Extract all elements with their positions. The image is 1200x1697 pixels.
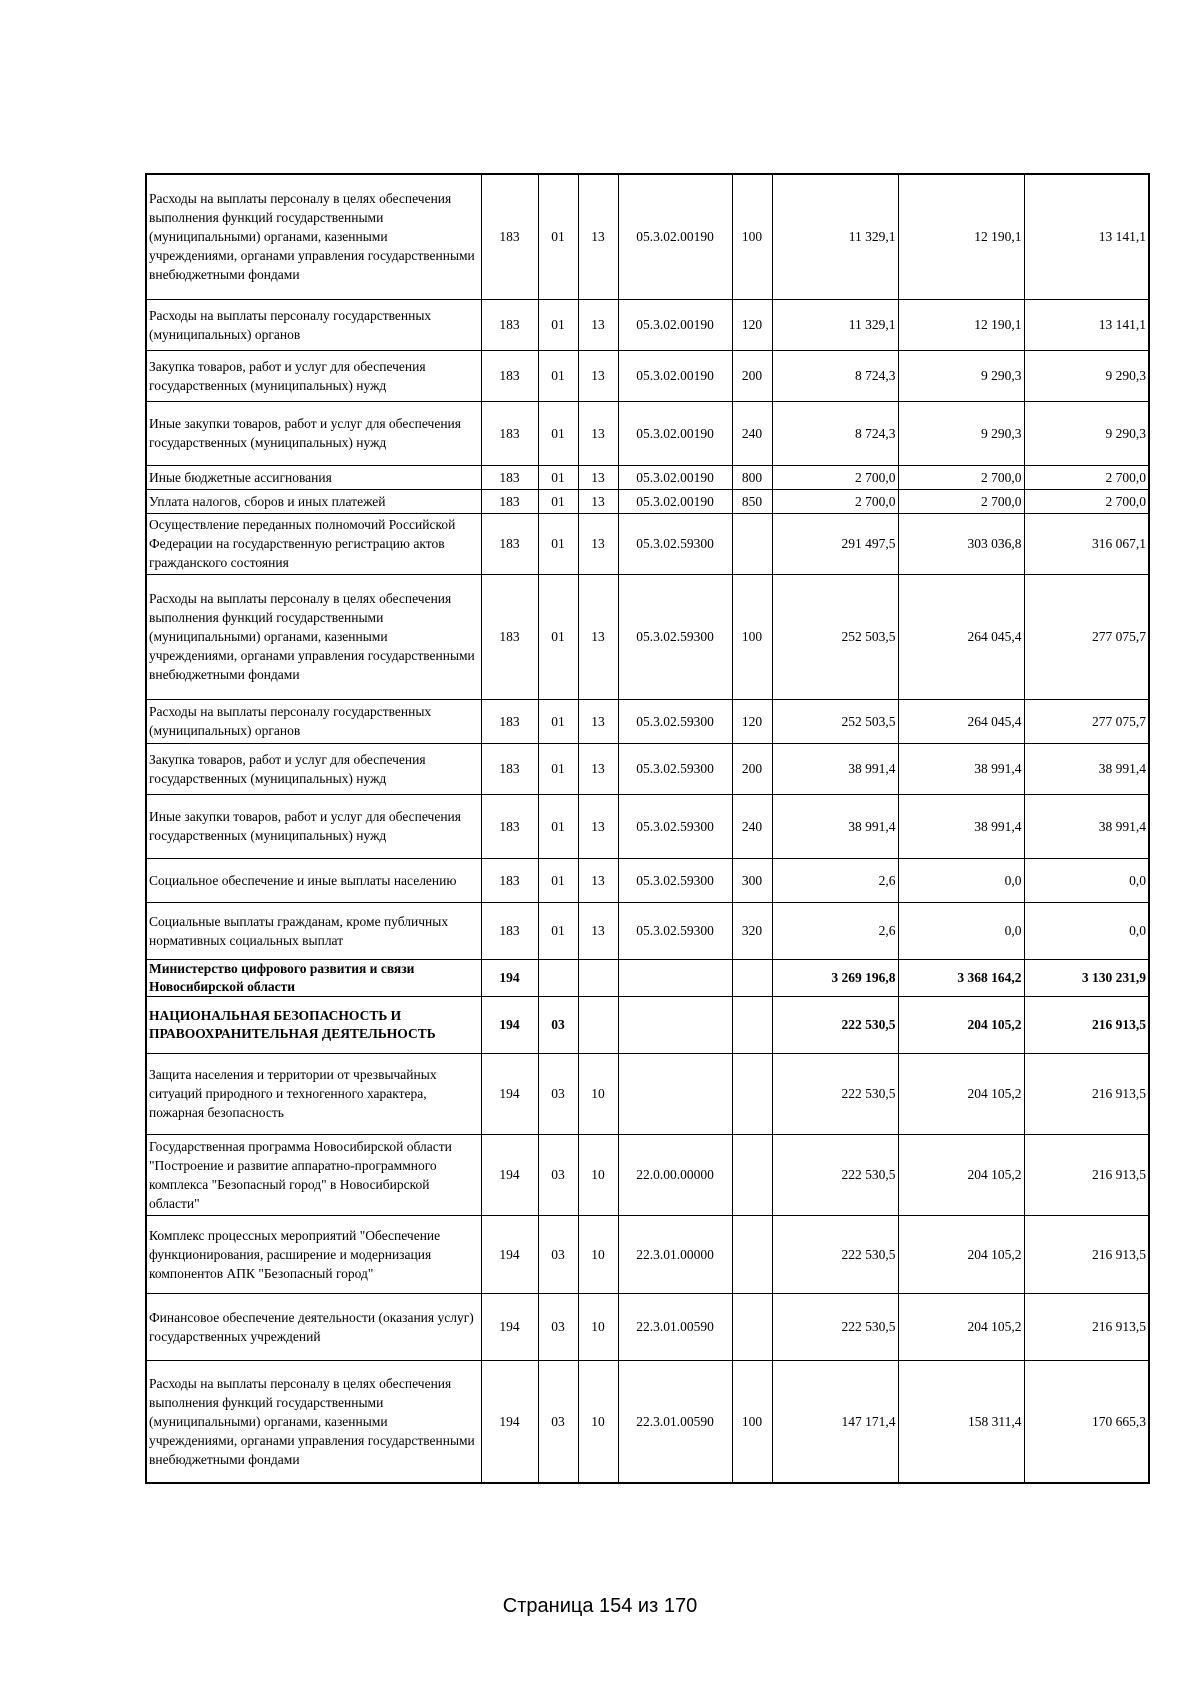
row-vr [732,1134,772,1215]
row-csr: 05.3.02.00190 [618,174,732,299]
row-name: НАЦИОНАЛЬНАЯ БЕЗОПАСНОСТЬ И ПРАВООХРАНИТЕЛЬНАЯ ДЕЯТЕЛЬНОСТЬ [146,996,481,1053]
row-amount-year3: 216 913,5 [1024,1053,1149,1134]
row-name: Расходы на выплаты персоналу в целях обеспечения выполнения функций государственными (муниципальными) органами, казенными учреждениями, органами управления государственными внебюджетными фондами [146,574,481,699]
row-amount-year2: 204 105,2 [898,1215,1024,1293]
row-amount-year3: 13 141,1 [1024,299,1149,350]
row-amount-year1: 147 171,4 [772,1360,898,1483]
row-vr: 800 [732,465,772,489]
row-amount-year1: 2,6 [772,858,898,902]
table-row [146,794,1149,858]
row-amount-year1: 291 497,5 [772,513,898,574]
table-row [146,350,1149,401]
row-amount-year1: 11 329,1 [772,299,898,350]
row-ved: 183 [481,174,538,299]
row-amount-year1: 252 503,5 [772,699,898,743]
row-amount-year3: 3 130 231,9 [1024,959,1149,996]
row-amount-year2: 204 105,2 [898,996,1024,1053]
row-ved: 194 [481,1053,538,1134]
row-rz [538,959,578,996]
row-amount-year2: 204 105,2 [898,1293,1024,1360]
table-row [146,858,1149,902]
row-ved: 183 [481,350,538,401]
row-pr: 13 [578,574,618,699]
row-csr [618,996,732,1053]
row-vr: 120 [732,299,772,350]
table-row [146,743,1149,794]
row-csr: 22.3.01.00000 [618,1215,732,1293]
row-rz: 01 [538,401,578,465]
table-row [146,1215,1149,1293]
row-pr: 10 [578,1215,618,1293]
row-rz: 01 [538,299,578,350]
row-rz: 03 [538,1360,578,1483]
row-pr: 10 [578,1293,618,1360]
row-vr [732,996,772,1053]
table-row [146,996,1149,1053]
row-pr: 13 [578,489,618,513]
row-csr: 05.3.02.00190 [618,350,732,401]
row-csr: 05.3.02.59300 [618,858,732,902]
row-name: Расходы на выплаты персоналу в целях обеспечения выполнения функций государственными (муниципальными) органами, казенными учреждениями, органами управления государственными внебюджетными фондами [146,174,481,299]
row-amount-year2: 303 036,8 [898,513,1024,574]
row-ved: 183 [481,743,538,794]
row-ved: 183 [481,465,538,489]
row-vr [732,513,772,574]
table-row [146,1360,1149,1483]
row-pr: 13 [578,699,618,743]
row-amount-year2: 204 105,2 [898,1053,1024,1134]
row-vr [732,1053,772,1134]
row-name: Расходы на выплаты персоналу государственных (муниципальных) органов [146,699,481,743]
table-row [146,902,1149,959]
row-amount-year2: 9 290,3 [898,401,1024,465]
row-rz: 03 [538,996,578,1053]
row-name: Комплекс процессных мероприятий "Обеспечение функционирования, расширение и модернизация компонентов АПК "Безопасный город" [146,1215,481,1293]
row-pr: 13 [578,174,618,299]
row-vr [732,1293,772,1360]
row-amount-year1: 38 991,4 [772,794,898,858]
row-rz: 01 [538,574,578,699]
row-rz: 01 [538,350,578,401]
row-name: Уплата налогов, сборов и иных платежей [146,489,481,513]
row-pr: 13 [578,794,618,858]
row-amount-year3: 0,0 [1024,902,1149,959]
row-csr: 05.3.02.00190 [618,401,732,465]
row-ved: 183 [481,513,538,574]
row-amount-year1: 2,6 [772,902,898,959]
table-row [146,489,1149,513]
row-amount-year1: 252 503,5 [772,574,898,699]
row-name: Иные закупки товаров, работ и услуг для обеспечения государственных (муниципальных) нужд [146,401,481,465]
row-ved: 183 [481,401,538,465]
row-rz: 01 [538,489,578,513]
row-amount-year3: 2 700,0 [1024,465,1149,489]
table-row [146,1134,1149,1215]
row-pr: 13 [578,299,618,350]
row-ved: 183 [481,794,538,858]
row-ved: 183 [481,858,538,902]
row-csr: 05.3.02.59300 [618,743,732,794]
row-amount-year1: 2 700,0 [772,465,898,489]
row-csr: 05.3.02.59300 [618,902,732,959]
row-amount-year3: 277 075,7 [1024,699,1149,743]
row-amount-year1: 11 329,1 [772,174,898,299]
row-ved: 183 [481,574,538,699]
row-ved: 194 [481,1134,538,1215]
row-amount-year3: 9 290,3 [1024,401,1149,465]
row-amount-year2: 3 368 164,2 [898,959,1024,996]
row-name: Закупка товаров, работ и услуг для обеспечения государственных (муниципальных) нужд [146,350,481,401]
row-amount-year3: 316 067,1 [1024,513,1149,574]
row-vr: 240 [732,794,772,858]
row-rz: 01 [538,794,578,858]
row-name: Министерство цифрового развития и связи Новосибирской области [146,959,481,996]
row-amount-year3: 170 665,3 [1024,1360,1149,1483]
row-pr [578,959,618,996]
row-csr: 05.3.02.00190 [618,489,732,513]
row-amount-year2: 0,0 [898,902,1024,959]
row-name: Финансовое обеспечение деятельности (оказания услуг) государственных учреждений [146,1293,481,1360]
row-pr: 13 [578,401,618,465]
row-csr: 22.0.00.00000 [618,1134,732,1215]
row-amount-year3: 13 141,1 [1024,174,1149,299]
table-row [146,513,1149,574]
row-csr: 05.3.02.59300 [618,794,732,858]
row-amount-year2: 0,0 [898,858,1024,902]
row-amount-year3: 2 700,0 [1024,489,1149,513]
row-pr: 13 [578,902,618,959]
row-ved: 194 [481,1360,538,1483]
page-number-footer: Страница 154 из 170 [502,1595,698,1617]
row-vr: 200 [732,350,772,401]
row-vr: 100 [732,574,772,699]
row-amount-year3: 216 913,5 [1024,1134,1149,1215]
row-pr: 13 [578,350,618,401]
row-name: Государственная программа Новосибирской области "Построение и развитие аппаратно-программного комплекса "Безопасный город" в Новосибирской области" [146,1134,481,1215]
row-ved: 194 [481,959,538,996]
row-vr: 100 [732,174,772,299]
row-rz: 01 [538,465,578,489]
row-csr: 05.3.02.59300 [618,513,732,574]
row-amount-year2: 12 190,1 [898,299,1024,350]
row-amount-year3: 216 913,5 [1024,1215,1149,1293]
row-rz: 01 [538,902,578,959]
row-rz: 03 [538,1215,578,1293]
row-amount-year2: 38 991,4 [898,743,1024,794]
row-ved: 183 [481,489,538,513]
row-amount-year1: 222 530,5 [772,1215,898,1293]
row-amount-year2: 264 045,4 [898,699,1024,743]
row-amount-year2: 12 190,1 [898,174,1024,299]
row-pr: 13 [578,743,618,794]
row-rz: 03 [538,1134,578,1215]
row-amount-year1: 222 530,5 [772,1293,898,1360]
row-amount-year1: 38 991,4 [772,743,898,794]
table-row [146,299,1149,350]
row-csr [618,1053,732,1134]
row-csr: 05.3.02.00190 [618,465,732,489]
row-rz: 01 [538,174,578,299]
row-ved: 194 [481,1215,538,1293]
row-amount-year1: 222 530,5 [772,1053,898,1134]
row-rz: 03 [538,1053,578,1134]
row-pr: 10 [578,1360,618,1483]
row-name: Расходы на выплаты персоналу в целях обеспечения выполнения функций государственными (муниципальными) органами, казенными учреждениями, органами управления государственными внебюджетными фондами [146,1360,481,1483]
row-csr [618,959,732,996]
row-csr: 05.3.02.59300 [618,699,732,743]
row-pr: 10 [578,1053,618,1134]
row-ved: 183 [481,902,538,959]
row-amount-year3: 38 991,4 [1024,794,1149,858]
table-row [146,401,1149,465]
row-rz: 01 [538,743,578,794]
row-vr: 120 [732,699,772,743]
table-row [146,1293,1149,1360]
row-name: Иные закупки товаров, работ и услуг для обеспечения государственных (муниципальных) нужд [146,794,481,858]
row-csr: 05.3.02.59300 [618,574,732,699]
row-vr: 320 [732,902,772,959]
row-name: Расходы на выплаты персоналу государственных (муниципальных) органов [146,299,481,350]
row-pr: 13 [578,858,618,902]
row-amount-year1: 222 530,5 [772,996,898,1053]
table-row [146,699,1149,743]
table-body [146,174,1149,1483]
row-rz: 01 [538,513,578,574]
table-row [146,574,1149,699]
row-pr: 13 [578,513,618,574]
table-row [146,465,1149,489]
row-vr: 200 [732,743,772,794]
row-rz: 03 [538,1293,578,1360]
table-row [146,959,1149,996]
row-amount-year2: 9 290,3 [898,350,1024,401]
row-amount-year1: 222 530,5 [772,1134,898,1215]
row-amount-year2: 264 045,4 [898,574,1024,699]
row-name: Защита населения и территории от чрезвычайных ситуаций природного и техногенного характера, пожарная безопасность [146,1053,481,1134]
row-vr: 300 [732,858,772,902]
row-amount-year3: 38 991,4 [1024,743,1149,794]
row-pr [578,996,618,1053]
row-amount-year2: 38 991,4 [898,794,1024,858]
row-vr: 850 [732,489,772,513]
row-ved: 194 [481,1293,538,1360]
row-ved: 183 [481,299,538,350]
row-amount-year3: 0,0 [1024,858,1149,902]
row-amount-year3: 216 913,5 [1024,996,1149,1053]
row-name: Социальное обеспечение и иные выплаты населению [146,858,481,902]
row-pr: 13 [578,465,618,489]
row-amount-year1: 2 700,0 [772,489,898,513]
row-csr: 22.3.01.00590 [618,1360,732,1483]
row-amount-year1: 3 269 196,8 [772,959,898,996]
row-rz: 01 [538,699,578,743]
row-ved: 194 [481,996,538,1053]
row-csr: 05.3.02.00190 [618,299,732,350]
row-amount-year1: 8 724,3 [772,350,898,401]
row-vr [732,959,772,996]
row-name: Иные бюджетные ассигнования [146,465,481,489]
budget-table [145,173,1150,1484]
row-amount-year3: 9 290,3 [1024,350,1149,401]
row-vr: 100 [732,1360,772,1483]
row-amount-year3: 216 913,5 [1024,1293,1149,1360]
row-rz: 01 [538,858,578,902]
row-name: Осуществление переданных полномочий Российской Федерации на государственную регистрацию актов гражданского состояния [146,513,481,574]
row-vr [732,1215,772,1293]
row-amount-year1: 8 724,3 [772,401,898,465]
table-row [146,1053,1149,1134]
table-row [146,174,1149,299]
row-name: Социальные выплаты гражданам, кроме публичных нормативных социальных выплат [146,902,481,959]
row-name: Закупка товаров, работ и услуг для обеспечения государственных (муниципальных) нужд [146,743,481,794]
row-ved: 183 [481,699,538,743]
row-amount-year3: 277 075,7 [1024,574,1149,699]
row-amount-year2: 2 700,0 [898,489,1024,513]
row-amount-year2: 204 105,2 [898,1134,1024,1215]
row-amount-year2: 158 311,4 [898,1360,1024,1483]
row-csr: 22.3.01.00590 [618,1293,732,1360]
row-pr: 10 [578,1134,618,1215]
row-amount-year2: 2 700,0 [898,465,1024,489]
row-vr: 240 [732,401,772,465]
